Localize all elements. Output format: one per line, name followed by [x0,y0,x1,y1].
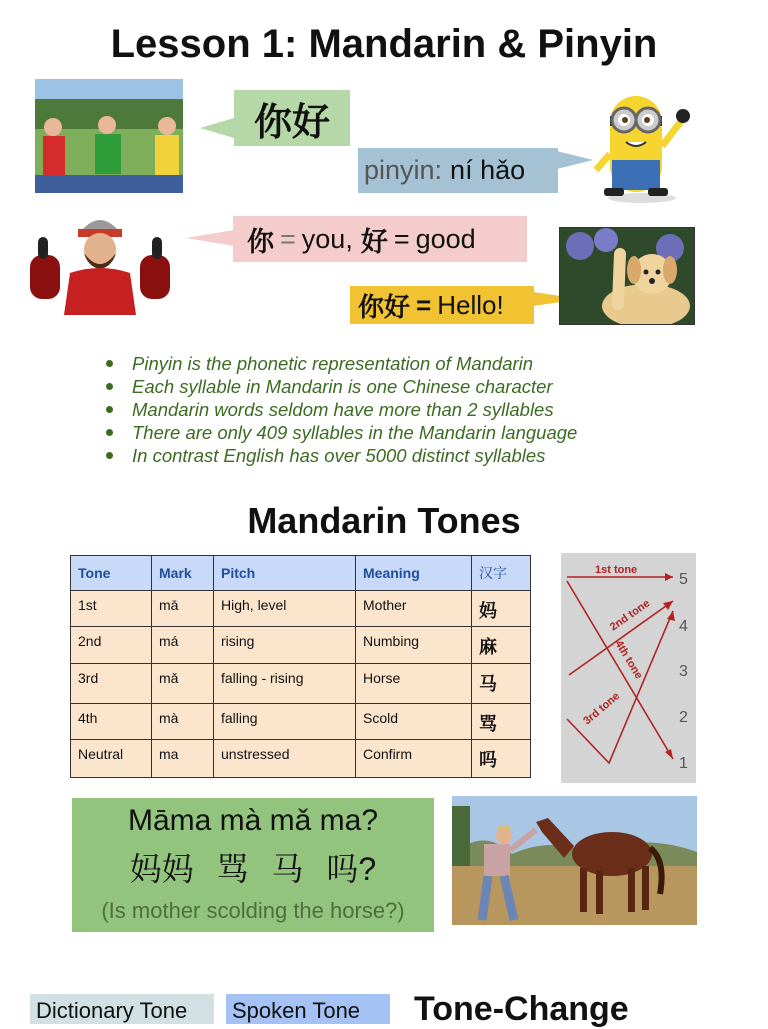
cell-hanzi: 吗 [472,740,531,778]
cell-pitch: falling [214,704,356,740]
cell-pitch: rising [214,627,356,664]
tone-label-2nd: 2nd tone [607,597,653,634]
table-row [71,704,531,740]
list-item [100,375,577,398]
cell-mark: mǎ [152,664,214,704]
bullet-icon [106,452,113,459]
cell-tone: 1st [71,591,152,627]
meaning-char-good: 好 [360,226,388,257]
bullet-icon [106,429,113,436]
table-row [71,664,531,704]
table-row [71,627,531,664]
meaning-word-you: you, [301,223,353,254]
tones-heading: Mandarin Tones [247,500,521,541]
phrase-pinyin: Māma mà mǎ ma? [127,804,379,837]
cell-pitch: falling - rising [214,664,356,704]
phrase-chinese: 妈妈 骂 马 吗? [129,851,377,887]
list-item [100,398,577,421]
header-tone: Tone [71,556,152,591]
greeting-chinese: 你好 [253,101,330,144]
cell-hanzi: 马 [472,664,531,704]
arrow-icon [665,749,673,759]
cell-tone: 4th [71,704,152,740]
cell-tone: 3rd [71,664,152,704]
phrase-box [72,798,434,932]
cell-meaning: Confirm [356,740,472,778]
cell-meaning: Scold [356,704,472,740]
tone-label-4th: 4th tone [612,638,645,682]
pinyin-bubble [358,148,558,193]
list-item-text: Each syllable in Mandarin is one Chinese character [132,376,553,397]
pinyin-label: pinyin: [364,155,443,185]
list-item [100,352,577,375]
table-row [71,591,531,627]
tone-diagram [561,553,696,783]
cell-pitch: High, level [214,591,356,627]
hello-bubble [350,286,534,324]
page-title: Lesson 1: Mandarin & Pinyin [110,22,658,66]
arrow-icon [667,611,675,621]
cell-mark: mā [152,591,214,627]
list-item [100,421,577,444]
kids-photo [35,79,183,193]
cell-hanzi: 骂 [472,704,531,740]
bullet-icon [106,383,113,390]
cell-hanzi: 妈 [472,591,531,627]
minion-illustration [586,76,698,204]
greeting-bubble-tail [200,118,234,138]
meaning-word-good: good [415,223,476,254]
cell-meaning: Horse [356,664,472,704]
phrase-english: (Is mother scolding the horse?) [101,898,405,923]
level-2: 2 [679,709,688,726]
list-item-text: Mandarin words seldom have more than 2 syllables [132,399,554,420]
meaning-bubble-tail [186,230,234,246]
header-hanzi: 汉字 [472,556,531,591]
header-mark: Mark [152,556,214,591]
table-row [71,740,531,778]
level-1: 1 [679,755,688,772]
tone-label-3rd: 3rd tone [581,690,623,728]
cell-hanzi: 麻 [472,627,531,664]
puppy-photo [559,227,695,325]
list-item-text: There are only 409 syllables in the Mandarin language [132,422,578,443]
level-3: 3 [679,663,688,680]
cell-tone: Neutral [71,740,152,778]
list-item-text: Pinyin is the phonetic representation of Mandarin [132,353,534,374]
hello-chinese: 你好 [358,291,411,322]
list-item-text: In contrast English has over 5000 distinct syllables [132,445,546,466]
dictionary-tone-label: Dictionary Tone [30,994,214,1024]
meaning-char-you: 你 [247,226,274,257]
cell-meaning: Numbing [356,627,472,664]
meaning-equals-2: = [393,223,410,254]
spoken-tone-label: Spoken Tone [226,994,390,1024]
meaning-equals-1: = [280,223,296,254]
man-thumbs-up-photo [20,205,180,315]
table-header-row [71,556,531,591]
list-item [100,444,577,467]
tone-label-1st: 1st tone [595,564,638,576]
level-5: 5 [679,571,688,588]
tones-table [70,555,531,778]
hello-english: Hello! [437,289,504,320]
header-meaning: Meaning [356,556,472,591]
header-pitch: Pitch [214,556,356,591]
cell-pitch: unstressed [214,740,356,778]
meaning-bubble [233,216,527,262]
cell-tone: 2nd [71,627,152,664]
greeting-bubble [234,90,350,146]
cell-meaning: Mother [356,591,472,627]
tone4-line [567,581,673,759]
cell-mark: ma [152,740,214,778]
arrow-icon [665,573,673,581]
level-4: 4 [679,618,688,635]
tone-change-heading: Tone-Change [414,990,629,1028]
tone3-line [567,611,673,763]
bullet-icon [106,360,113,367]
hello-equals: = [416,289,432,320]
arrow-icon [663,601,673,610]
cell-mark: mà [152,704,214,740]
bullet-icon [106,406,113,413]
fact-list [100,352,577,467]
pinyin-value: ní hǎo [450,155,526,185]
horse-photo [452,796,697,925]
cell-mark: má [152,627,214,664]
